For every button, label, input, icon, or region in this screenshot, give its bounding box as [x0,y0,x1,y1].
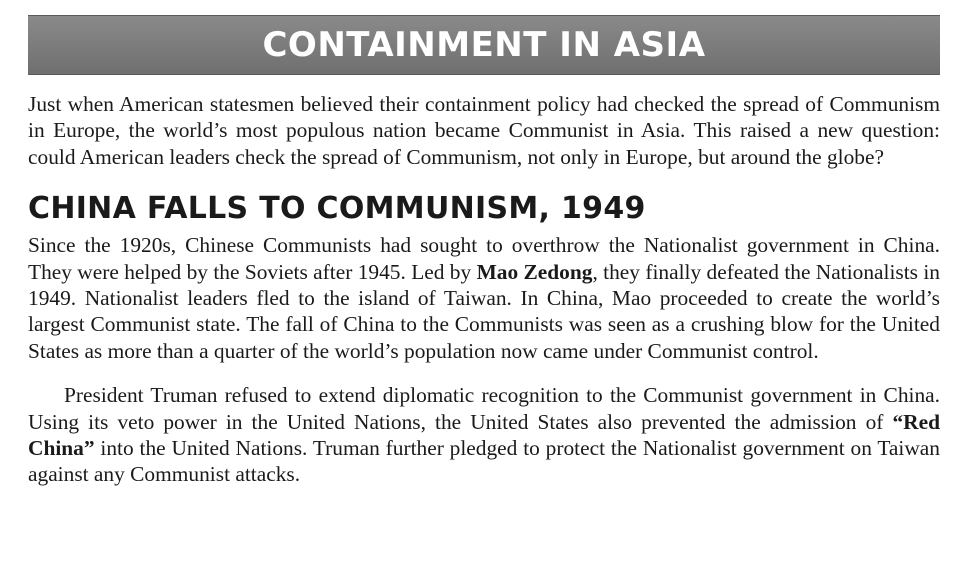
term-red-china: “Red China” [28,409,940,461]
body-paragraph-1 [28,232,940,364]
term-mao-zedong: Mao Zedong [476,259,593,284]
document-page [28,15,940,488]
body-paragraph-2 [28,382,940,488]
intro-paragraph: Just when American statesmen believed their containment policy had checked the spread of Communism in Europe, the world’s most populous nation became Communist in Asia. This raised a new question: could American leaders check the spread of Communism, not only in Europe, but around the globe? [28,92,940,169]
section-banner [28,15,940,75]
section-heading: CHINA FALLS TO COMMUNISM, 1949 [28,191,646,227]
p1-text-before: Since the 1920s, Chinese Communists had sought to overthrow the Nationalist government in China. They were helped by the Soviets after 1945. Led by [28,233,940,284]
banner-title: CONTAINMENT IN ASIA [262,25,706,65]
p2-text-before: President Truman refused to extend diplomatic recognition to the Communist government in China. Using its veto power in the United Nations, the United States also prevented the admission of [28,383,940,434]
p2-text-after: into the United Nations. Truman further pledged to protect the Nationalist government on Taiwan against any Communist attacks. [28,436,940,487]
p1-text-after: , they finally defeated the Nationalists in 1949. Nationalist leaders fled to the island of Taiwan. In China, Mao proceeded to create the world’s largest Communist state. The fall of China to the Communists was seen as a crushing blow for the United States as more than a quarter of the world’s population now came under Communist control. [28,259,940,363]
